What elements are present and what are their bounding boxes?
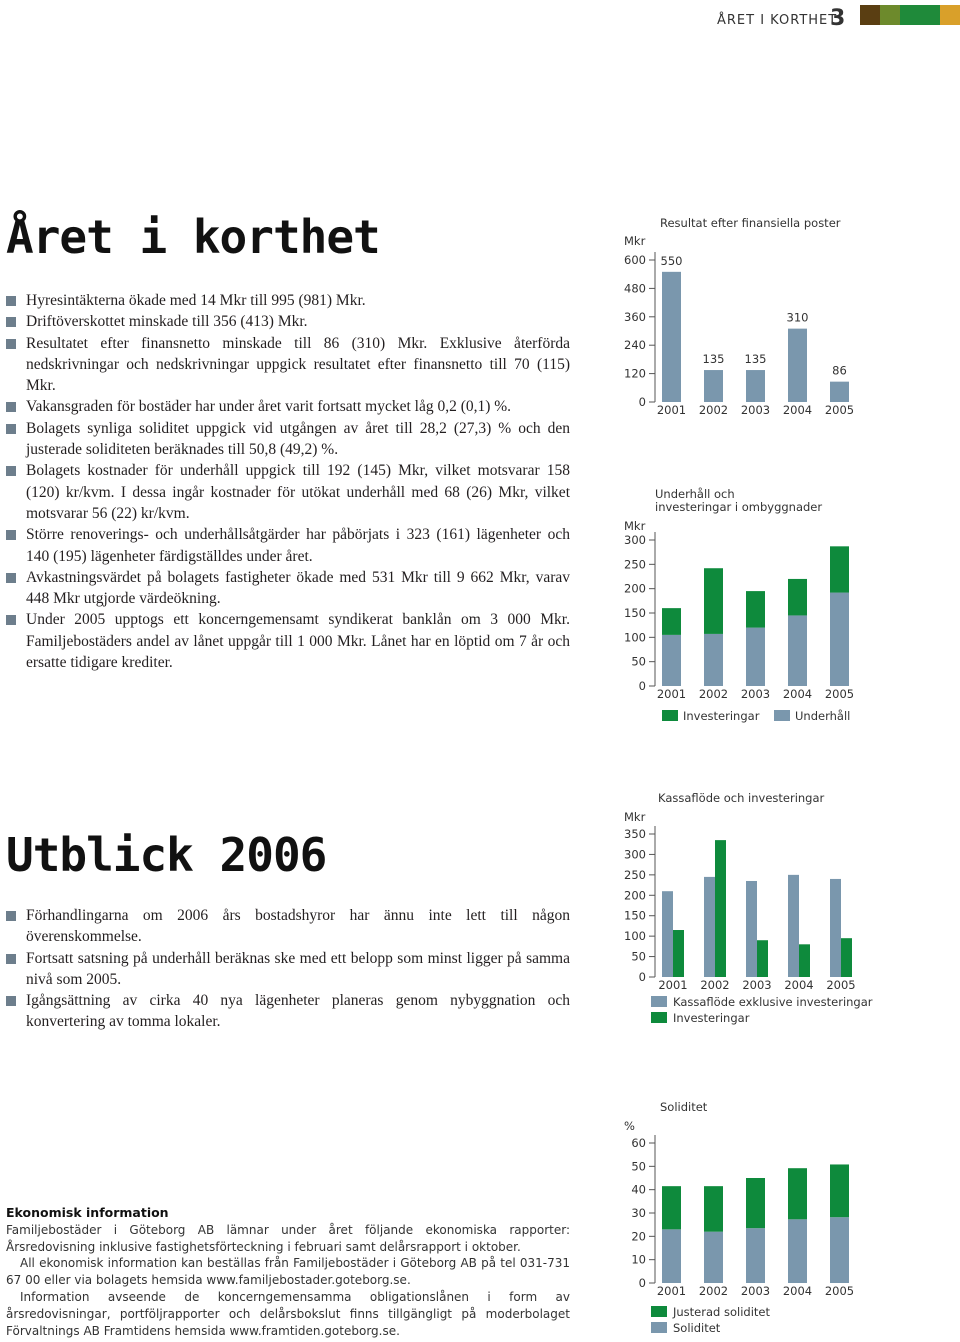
chart-title <box>655 487 822 514</box>
bullet-square-icon <box>6 339 16 349</box>
bar-segment <box>662 1229 681 1283</box>
bar <box>830 879 841 977</box>
bar-segment <box>746 591 765 628</box>
bullet-item <box>6 290 570 311</box>
bar <box>704 370 723 402</box>
data-label: 310 <box>786 310 809 325</box>
y-tick-label: 200 <box>624 581 646 596</box>
x-tick-label: 2001 <box>658 978 688 992</box>
bullet-text: Avkastningsvärdet på bolagets fastigheter ökade med 531 Mkr till 9 662 Mkr, varav 448 Mkr utgjorde värdeökning. <box>26 568 570 608</box>
bar-segment <box>704 568 723 634</box>
x-tick-label: 2004 <box>782 403 813 417</box>
color-strip-swatch <box>940 5 960 25</box>
bar <box>841 938 852 977</box>
bar-segment <box>662 635 681 686</box>
y-tick-label: 30 <box>631 1206 646 1220</box>
bar <box>799 944 810 977</box>
bar-segment <box>704 1186 723 1232</box>
econ-paragraph-2: All ekonomisk information kan beställas från Familjebostäder i Göteborg AB på tel 031-731 67 00 eller via bolagets hemsida www.familjebostader.goteborg.se. <box>6 1256 570 1288</box>
bullet-item <box>6 905 570 948</box>
x-tick-label: 2002 <box>700 978 730 992</box>
bullet-text: Under 2005 upptogs ett koncerngemensamt syndikerat banklån om 3 000 Mkr. Familjebostäders andel av lånet uppgår till 1 000 Mkr. Lånet har en löptid om 7 år och ersatte tidigare krediter. <box>26 611 570 672</box>
y-tick-label: 20 <box>631 1229 646 1244</box>
bar-segment <box>830 546 849 592</box>
bullet-square-icon <box>6 402 16 412</box>
data-label: 135 <box>744 352 767 367</box>
bullet-text: Resultatet efter finansnetto minskade till 86 (310) Mkr. Exklusive återförda nedskrivningar och nedskrivningar uppgick resultatet efter finansnetto till 70 (115) Mkr. <box>26 334 570 395</box>
unit-label: Mkr <box>624 519 646 533</box>
legend-swatch <box>651 996 667 1007</box>
econ-paragraph-3: Information avseende de koncerngemensamma obligationslånen i form av årsredovisningar, portföljrapporter och delårsbokslut finns tillgängligt på moderbolaget Förvaltnings AB Framtidens hemsida www.framtiden.goteborg.se. <box>6 1289 570 1338</box>
legend-swatch <box>662 710 678 721</box>
utblick-bullet-list <box>6 905 570 1033</box>
x-tick-label: 2004 <box>782 687 813 701</box>
y-tick-label: 40 <box>631 1182 646 1197</box>
legend-label: Investeringar <box>673 1011 750 1025</box>
color-strip-swatch <box>880 5 900 25</box>
x-tick-label: 2001 <box>656 403 687 417</box>
legend-label: Underhåll <box>795 709 851 723</box>
x-tick-label: 2002 <box>698 403 729 417</box>
x-tick-label: 2001 <box>656 687 687 701</box>
page-number: 3 <box>830 6 846 31</box>
data-label: 135 <box>702 352 725 367</box>
bar <box>830 382 849 402</box>
bullet-text: Bolagets kostnader för underhåll uppgick till 192 (145) Mkr, vilket motsvarar 158 (120) kr/kvm. I dessa ingår kostnader för utökat underhåll med 68 (26) Mkr, vilket motsvarar 56 (22) kr/kvm. <box>26 462 570 522</box>
unit-label: Mkr <box>624 234 646 248</box>
x-tick-label: 2003 <box>740 687 771 701</box>
bullet-item <box>6 418 570 461</box>
y-tick-label: 600 <box>624 253 646 267</box>
bar <box>673 930 684 977</box>
bar-segment <box>704 634 723 686</box>
x-tick-label: 2004 <box>784 978 814 992</box>
chart-title: Resultat efter finansiella poster <box>660 216 841 230</box>
soliditet-chart <box>620 1098 860 1342</box>
chart-title: Soliditet <box>660 1100 708 1114</box>
bullet-text: Igångsättning av cirka 40 nya lägenheter planeras genom nybyggnation och konvertering av tomma lokaler. <box>26 992 570 1031</box>
y-tick-label: 360 <box>624 309 646 324</box>
y-tick-label: 300 <box>624 847 646 862</box>
y-tick-label: 50 <box>631 654 646 669</box>
chart-title-line: Underhåll och <box>655 487 735 501</box>
bullet-square-icon <box>6 954 16 964</box>
bar-segment <box>662 608 681 635</box>
bar <box>746 370 765 402</box>
unit-label: Mkr <box>624 810 646 824</box>
data-label: 86 <box>832 363 847 378</box>
legend-label: Kassaflöde exklusive investeringar <box>673 995 873 1009</box>
bullet-square-icon <box>6 911 16 921</box>
x-tick-label: 2001 <box>656 1284 687 1298</box>
bullet-item <box>6 567 570 610</box>
y-tick-label: 50 <box>631 949 646 964</box>
econ-paragraph-1: Familjebostäder i Göteborg AB lämnar under året följande ekonomiska rapporter: Årsredovisning inklusive fastighetsförteckning i februari samt delårsrapport i oktober. <box>6 1222 570 1254</box>
bar-segment <box>704 1232 723 1283</box>
chart-title: Kassaflöde och investeringar <box>658 791 825 805</box>
bar <box>704 877 715 977</box>
y-tick-label: 0 <box>638 679 646 693</box>
bullet-text: Större renoverings- och underhållsåtgärder har påbörjats i 323 (161) lägenheter och 140 (195) lägenheter färdigställdes under året. <box>26 526 570 565</box>
y-tick-label: 0 <box>638 1276 646 1290</box>
y-tick-label: 150 <box>624 908 646 923</box>
bar <box>788 329 807 402</box>
running-head-label: ÅRET I KORTHET <box>717 13 838 28</box>
y-tick-label: 480 <box>624 281 646 296</box>
x-tick-label: 2003 <box>742 978 772 992</box>
bullet-item <box>6 396 570 417</box>
x-tick-label: 2005 <box>824 687 855 701</box>
x-tick-label: 2005 <box>824 1284 855 1298</box>
y-tick-label: 10 <box>631 1252 646 1267</box>
running-head <box>700 6 846 34</box>
bullet-square-icon <box>6 317 16 327</box>
legend-label: Soliditet <box>673 1321 721 1335</box>
color-strip-swatch <box>900 5 920 25</box>
bullet-item <box>6 524 570 567</box>
bar <box>788 875 799 977</box>
bar-segment <box>830 593 849 686</box>
x-tick-label: 2004 <box>782 1284 813 1298</box>
y-tick-label: 60 <box>631 1136 646 1150</box>
legend-label: Investeringar <box>683 709 760 723</box>
bar <box>662 891 673 977</box>
legend-swatch <box>651 1306 667 1317</box>
aret-bullet-list <box>6 290 570 673</box>
legend-swatch <box>774 710 790 721</box>
bullet-text: Hyresintäkterna ökade med 14 Mkr till 995 (981) Mkr. <box>26 292 366 309</box>
bullet-item <box>6 311 570 332</box>
y-tick-label: 0 <box>638 395 646 409</box>
unit-label: % <box>624 1119 635 1133</box>
y-tick-label: 120 <box>624 366 646 381</box>
bullet-text: Vakansgraden för bostäder har under året varit fortsatt mycket låg 0,2 (0,1) %. <box>26 398 512 416</box>
y-tick-label: 100 <box>624 630 646 645</box>
bullet-text: Bolagets synliga soliditet uppgick vid utgången av året till 28,2 (27,3) % och den justerade soliditeten beräknades till 50,8 (49,2) %. <box>26 419 570 459</box>
x-tick-label: 2002 <box>698 687 729 701</box>
bullet-square-icon <box>6 466 16 476</box>
bullet-square-icon <box>6 530 16 540</box>
kassaflode-chart <box>620 788 880 1033</box>
x-tick-label: 2003 <box>740 403 771 417</box>
legend-swatch <box>651 1322 667 1333</box>
bullet-item <box>6 460 570 524</box>
y-tick-label: 0 <box>638 970 646 984</box>
bullet-text: Driftöverskottet minskade till 356 (413) Mkr. <box>26 313 308 331</box>
bar-segment <box>662 1186 681 1229</box>
bullet-item <box>6 609 570 673</box>
bullet-square-icon <box>6 996 16 1006</box>
y-tick-label: 350 <box>624 827 646 841</box>
y-tick-label: 200 <box>624 888 646 903</box>
x-tick-label: 2005 <box>824 403 855 417</box>
y-tick-label: 150 <box>624 606 646 620</box>
bullet-square-icon <box>6 573 16 583</box>
y-tick-label: 300 <box>624 533 646 547</box>
bar-segment <box>746 628 765 686</box>
bar <box>757 940 768 977</box>
x-tick-label: 2005 <box>826 978 856 992</box>
bar <box>662 272 681 402</box>
bullet-item <box>6 990 570 1033</box>
resultat-chart <box>620 210 860 425</box>
legend-swatch <box>651 1012 667 1023</box>
bar-segment <box>746 1178 765 1228</box>
econ-info <box>6 1205 570 1339</box>
bar-segment <box>746 1228 765 1283</box>
bullet-square-icon <box>6 424 16 434</box>
bullet-item <box>6 333 570 397</box>
chart-title-line: investeringar i ombyggnader <box>655 500 823 514</box>
y-tick-label: 250 <box>624 867 646 882</box>
bullet-item <box>6 948 570 991</box>
bullet-square-icon <box>6 615 16 625</box>
x-tick-label: 2002 <box>698 1284 729 1298</box>
bar <box>746 881 757 977</box>
bullet-text: Förhandlingarna om 2006 års bostadshyror har ännu inte lett till någon överenskommelse. <box>26 907 570 946</box>
y-tick-label: 240 <box>624 338 646 353</box>
color-strip-swatch <box>920 5 940 25</box>
bar-segment <box>788 615 807 686</box>
legend-label: Justerad soliditet <box>673 1305 770 1319</box>
color-strip <box>860 5 960 25</box>
bar-segment <box>788 579 807 616</box>
bullet-square-icon <box>6 296 16 306</box>
aret-title: Året i korthet <box>6 210 380 264</box>
bar-segment <box>788 1219 807 1283</box>
x-tick-label: 2003 <box>740 1284 771 1298</box>
underhall-chart <box>620 485 860 735</box>
bar <box>715 840 726 977</box>
y-tick-label: 250 <box>624 557 646 572</box>
utblick-title: Utblick 2006 <box>6 828 327 882</box>
y-tick-label: 100 <box>624 929 646 944</box>
data-label: 550 <box>660 253 683 268</box>
y-tick-label: 50 <box>631 1159 646 1174</box>
color-strip-swatch <box>860 5 880 25</box>
bar-segment <box>830 1164 849 1217</box>
bar-segment <box>830 1217 849 1283</box>
bullet-text: Fortsatt satsning på underhåll beräknas ske med ett belopp som minst ligger på samma nivå som 2005. <box>26 949 570 988</box>
econ-heading: Ekonomisk information <box>6 1205 169 1220</box>
bar-segment <box>788 1168 807 1219</box>
